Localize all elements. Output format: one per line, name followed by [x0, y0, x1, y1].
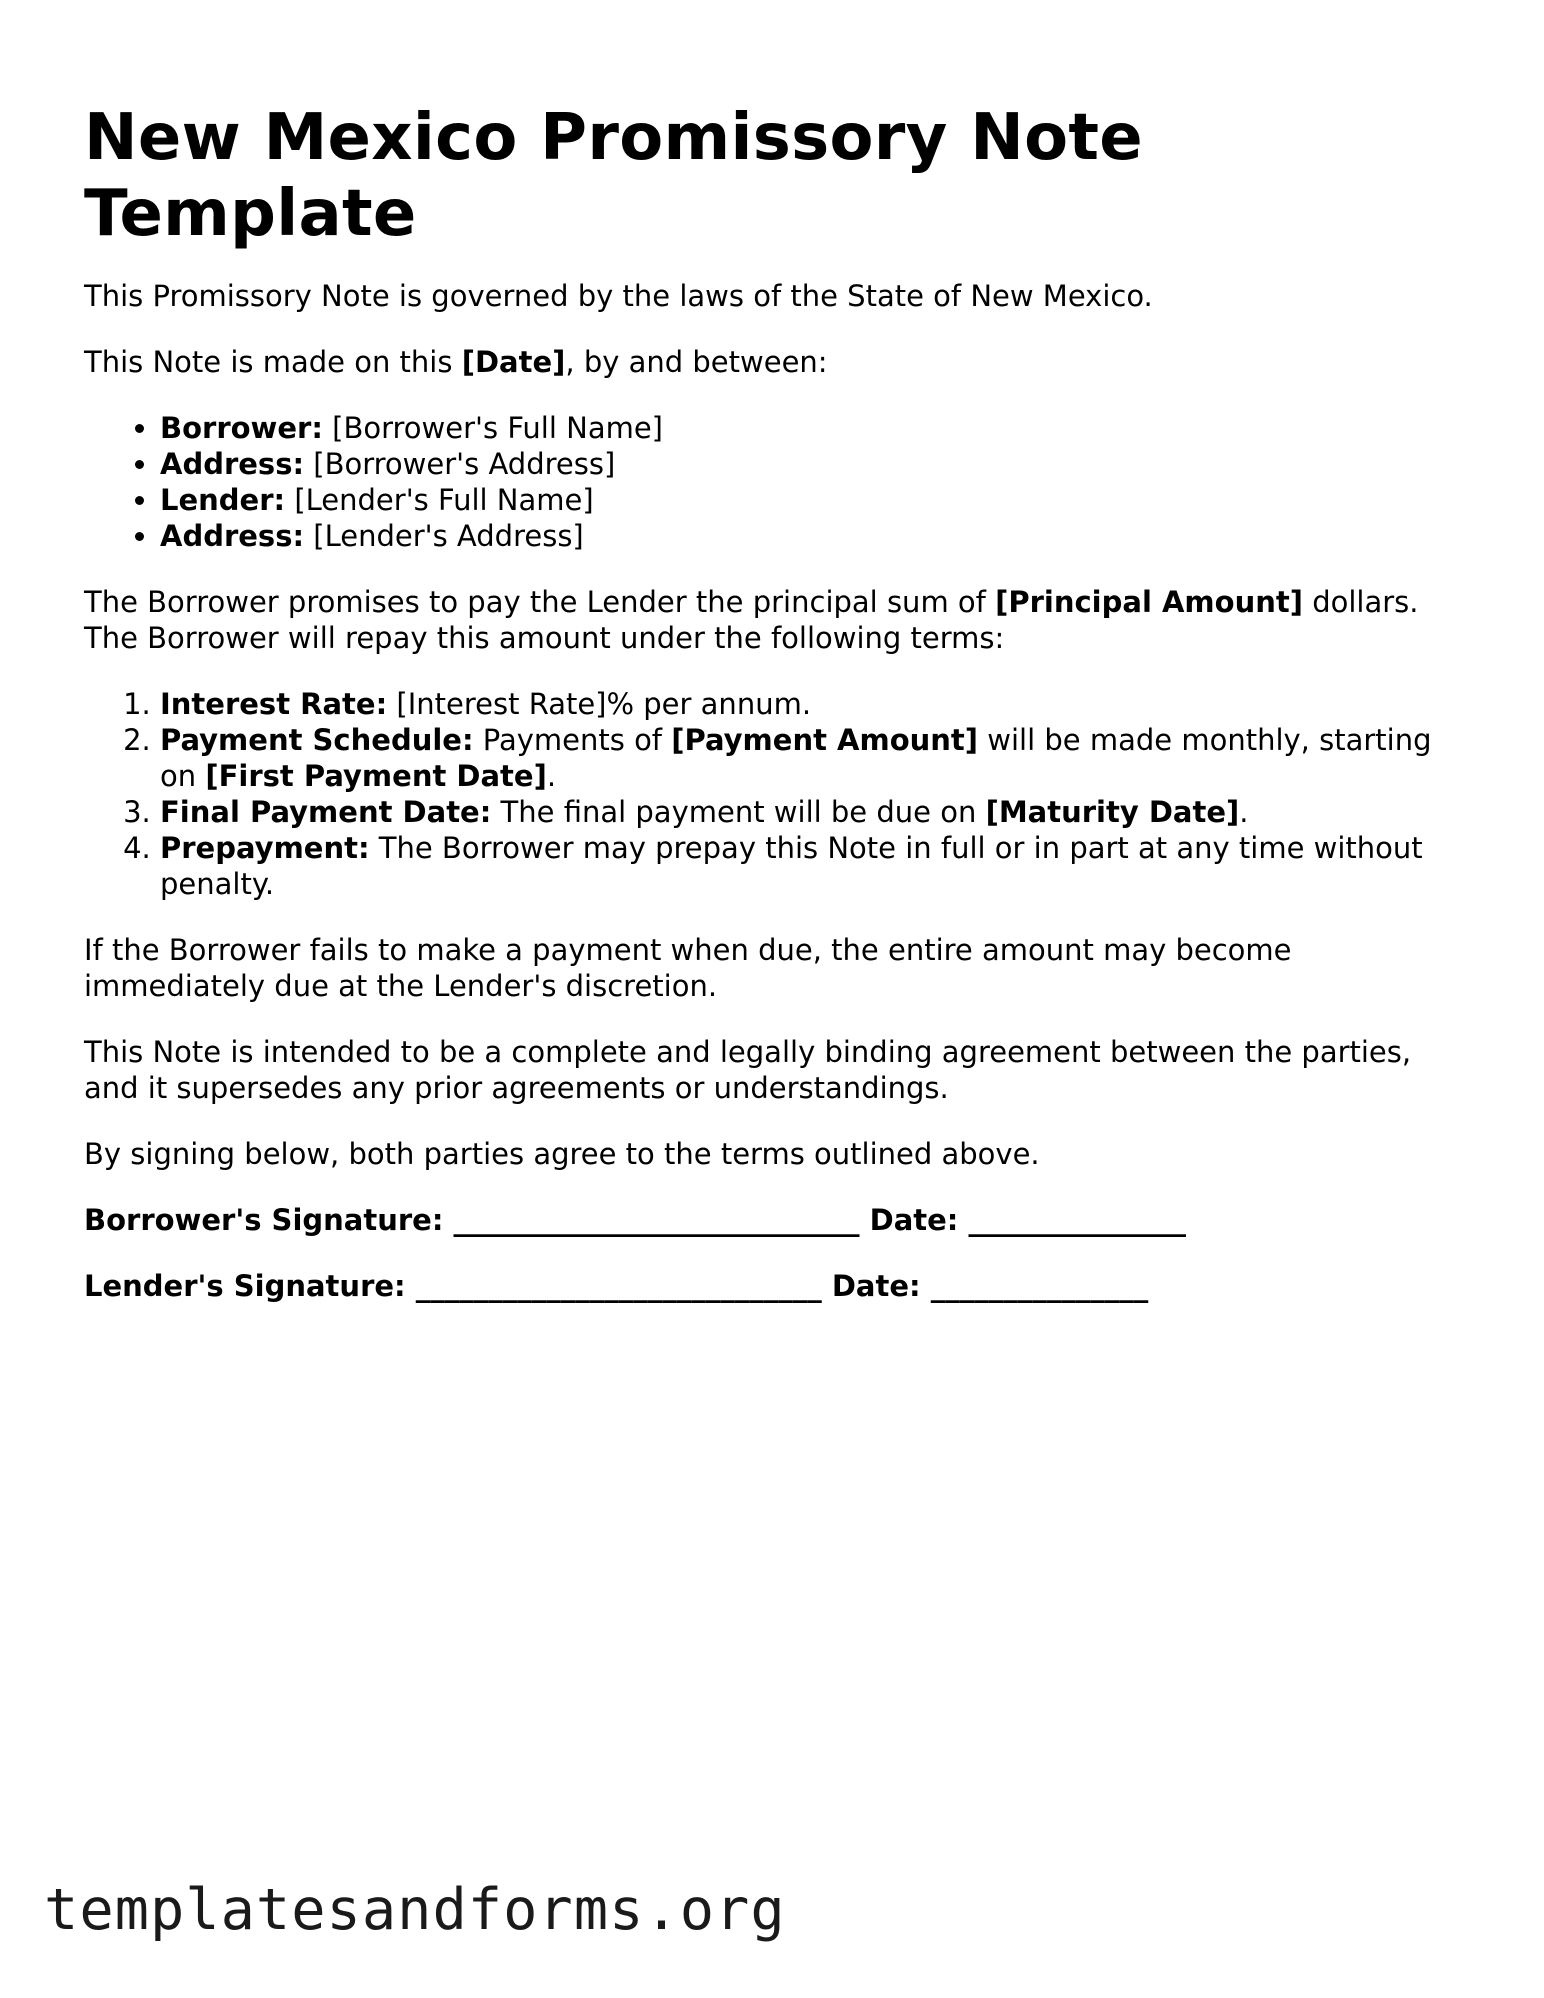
party-value: [Borrower's Address] — [304, 447, 616, 481]
lender-signature-line: Lender's Signature: ____________________________ Date: _______________ — [84, 1269, 1149, 1303]
list-item — [160, 518, 1474, 554]
term-final-payment-date — [160, 794, 1474, 830]
term-text: . — [1239, 795, 1249, 829]
term-text: The Borrower may prepay this Note in full or in part at any time without penalty. — [160, 831, 1423, 901]
terms-list — [84, 686, 1474, 902]
term-label: Final Payment Date: — [160, 795, 492, 829]
party-label: Lender: — [160, 483, 286, 517]
document — [84, 100, 1474, 1334]
note-date-suffix: , by and between: — [565, 345, 828, 379]
principal-placeholder: [Principal Amount] — [995, 585, 1303, 619]
principal-paragraph — [84, 584, 1474, 656]
page-title: New Mexico Promissory Note Template — [84, 101, 1143, 251]
party-label: Address: — [160, 519, 305, 553]
default-clause-paragraph: If the Borrower fails to make a payment when due, the entire amount may become immediately due at the Lender's discretion. — [84, 933, 1292, 1003]
term-interest-rate — [160, 686, 1474, 722]
watermark: templatesandforms.org — [44, 1877, 786, 1943]
term-label: Payment Schedule: — [160, 723, 474, 757]
term-text: . — [546, 759, 557, 793]
maturity-date-placeholder: [Maturity Date] — [985, 795, 1240, 829]
parties-list — [84, 410, 1474, 554]
list-item — [160, 410, 1474, 446]
term-text: The final payment will be due on — [491, 795, 986, 829]
list-item — [160, 482, 1474, 518]
borrower-signature-line: Borrower's Signature: ____________________________ Date: _______________ — [84, 1203, 1186, 1237]
party-label: Borrower: — [160, 411, 323, 445]
note-date-prefix: This Note is made on this — [84, 345, 462, 379]
principal-suffix: dollars. The Borrower will repay this amount under the following terms: — [84, 585, 1419, 655]
party-value: [Borrower's Full Name] — [322, 411, 663, 445]
principal-prefix: The Borrower promises to pay the Lender the principal sum of — [84, 585, 996, 619]
governing-law-paragraph: This Promissory Note is governed by the laws of the State of New Mexico. — [84, 279, 1153, 313]
first-payment-date-placeholder: [First Payment Date] — [205, 759, 547, 793]
term-label: Prepayment: — [160, 831, 370, 865]
entire-agreement-paragraph: This Note is intended to be a complete and legally binding agreement between the parties, and it supersedes any prior agreements or understandings. — [84, 1035, 1412, 1105]
payment-amount-placeholder: [Payment Amount] — [671, 723, 979, 757]
party-value: [Lender's Full Name] — [285, 483, 594, 517]
term-label: Interest Rate: — [160, 687, 388, 721]
term-text: Payments of — [473, 723, 672, 757]
date-placeholder: [Date] — [461, 345, 566, 379]
term-prepayment — [160, 830, 1474, 902]
term-text: will be made monthly, starting on — [160, 723, 1432, 793]
signing-statement: By signing below, both parties agree to the terms outlined above. — [84, 1137, 1040, 1171]
term-text: [Interest Rate]% per annum. — [387, 687, 812, 721]
party-value: [Lender's Address] — [304, 519, 584, 553]
note-date-paragraph — [84, 344, 1474, 380]
party-label: Address: — [160, 447, 305, 481]
list-item — [160, 446, 1474, 482]
term-payment-schedule — [160, 722, 1474, 794]
